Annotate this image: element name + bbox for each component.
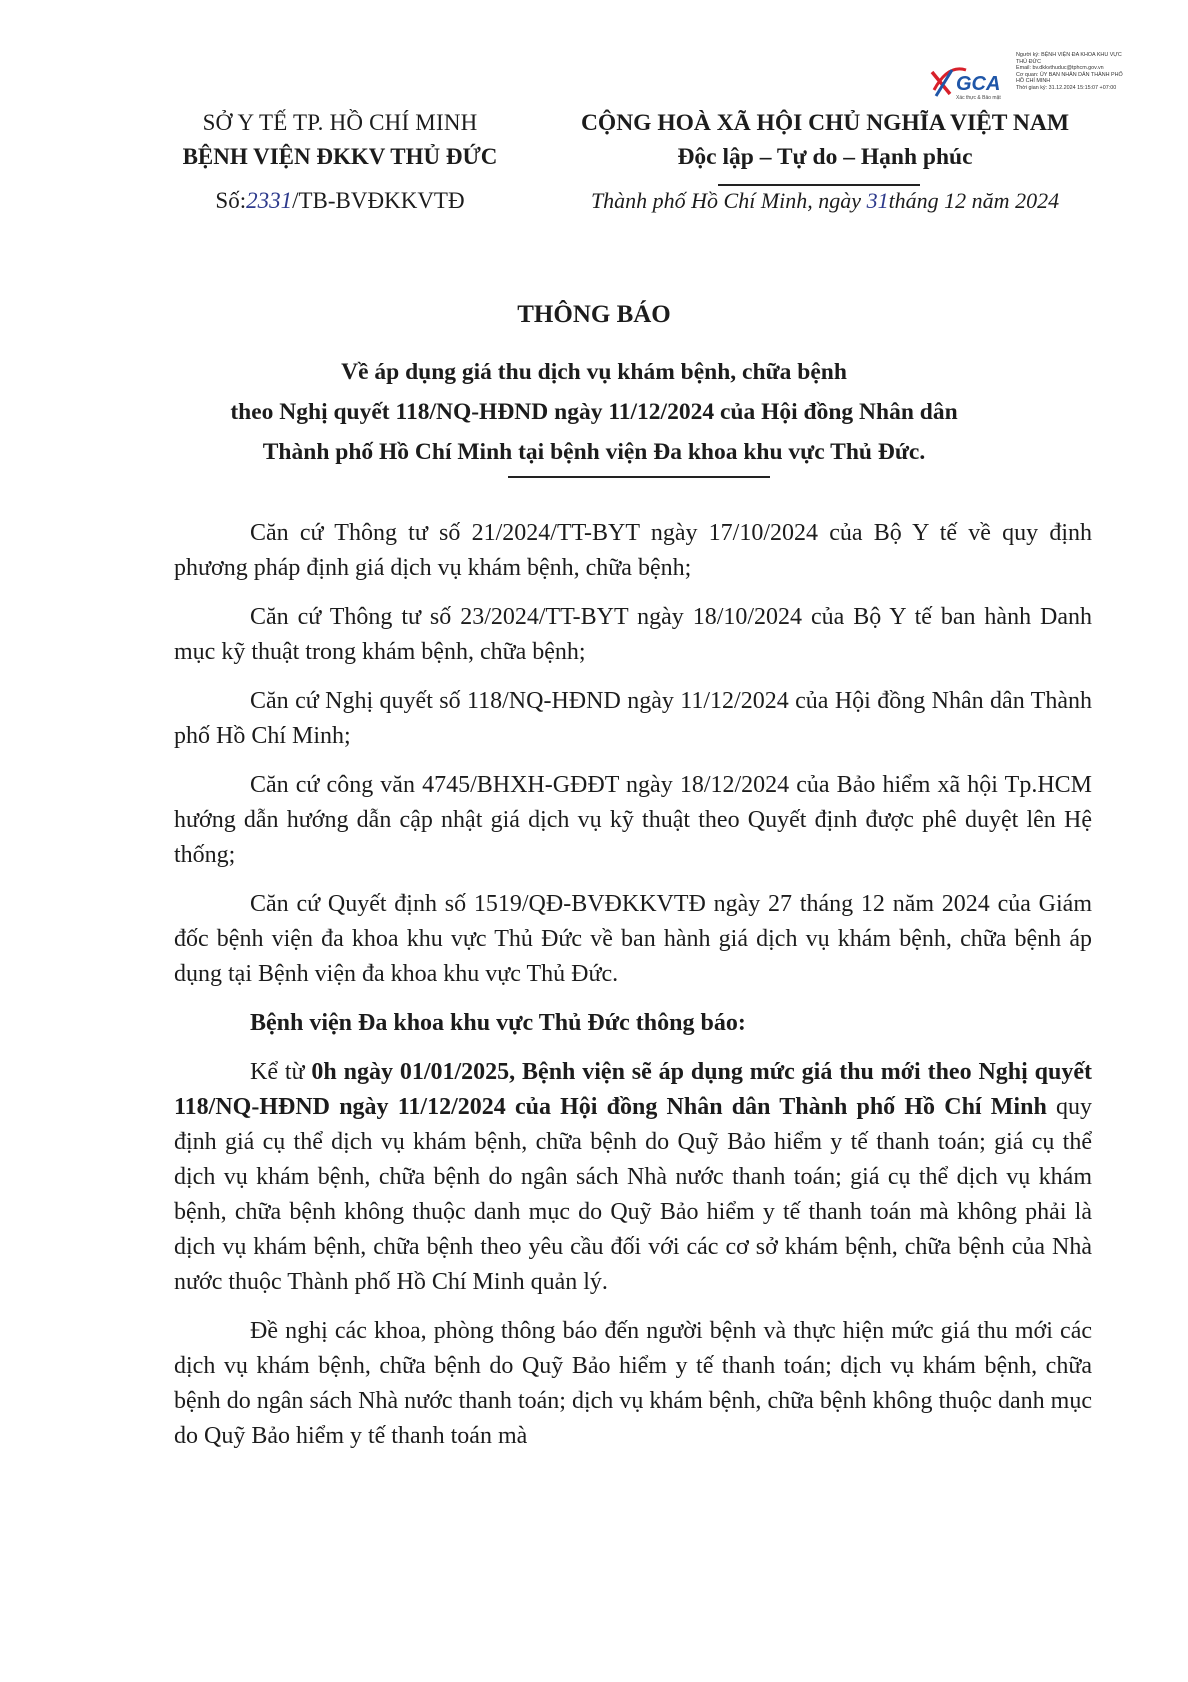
- national-heading: [540, 106, 1110, 218]
- effective-bold: 0h ngày 01/01/2025, Bệnh viện sẽ áp dụng mức giá thu mới theo Nghị quyết 118/NQ-HĐND ngày 11/12/2024 của Hội đồng Nhân dân Thành phố Hồ Chí Minh: [174, 1059, 1093, 1120]
- effective-rest: quy định giá cụ thể dịch vụ khám bệnh, chữa bệnh do Quỹ Bảo hiểm y tế thanh toán; giá cụ thể dịch vụ khám bệnh, chữa bệnh do ngân sách Nhà nước thanh toán; giá cụ thể dịch vụ khám bệnh, chữa bệnh không thuộc danh mục do Quỹ Bảo hiểm y tế thanh toán mà không phải là dịch vụ khám bệnh, chữa bệnh theo yêu cầu đối với các cơ sở khám bệnh, chữa bệnh của Nhà nước thuộc Thành phố Hồ Chí Minh quản lý.: [174, 1094, 1092, 1295]
- motto-underline: [718, 184, 920, 186]
- handwritten-number: 2331: [246, 188, 293, 213]
- date-suffix: tháng 12 năm 2024: [888, 188, 1060, 213]
- notice-heading: THÔNG BÁO: [517, 301, 671, 328]
- legal-basis-paragraph: Căn cứ Thông tư số 23/2024/TT-BYT ngày 18/10/2024 của Bộ Y tế ban hành Danh mục kỹ thuật trong khám bệnh, chữa bệnh;: [174, 604, 1092, 665]
- notice-title-block: [0, 298, 1188, 472]
- number-suffix: /TB-BVĐKKVTĐ: [292, 188, 465, 213]
- country-name: CỘNG HOÀ XÃ HỘI CHỦ NGHĨA VIỆT NAM: [580, 110, 1070, 136]
- document-body: [174, 516, 1092, 1468]
- agency-name: SỞ Y TẾ TP. HỒ CHÍ MINH: [202, 110, 478, 135]
- legal-basis-paragraph: Căn cứ công văn 4745/BHXH-GĐĐT ngày 18/12/2024 của Bảo hiểm xã hội Tp.HCM hướng dẫn hướng dẫn cập nhật giá dịch vụ kỹ thuật theo Quyết định được phê duyệt lên Hệ thống;: [174, 772, 1092, 868]
- signature-line: Thời gian ký: 31.12.2024 15:15:07 +07:00: [1016, 84, 1117, 91]
- effective-date-paragraph: [174, 1055, 1092, 1300]
- notice-heading-paragraph: Bệnh viện Đa khoa khu vực Thủ Đức thông báo:: [250, 1010, 746, 1036]
- legal-basis-paragraph: Căn cứ Quyết định số 1519/QĐ-BVĐKKVTĐ ngày 27 tháng 12 năm 2024 của Giám đốc bệnh viện đa khoa khu vực Thủ Đức về ban hành giá dịch vụ khám bệnh, chữa bệnh áp dụng tại Bệnh viện đa khoa khu vực Thủ Đức.: [174, 891, 1092, 987]
- subtitle-line: Thành phố Hồ Chí Minh tại bệnh viện Đa khoa khu vực Thủ Đức.: [262, 439, 926, 465]
- document-date: [540, 184, 1110, 218]
- legal-basis-paragraph: Căn cứ Thông tư số 21/2024/TT-BYT ngày 17/10/2024 của Bộ Y tế về quy định phương pháp định giá dịch vụ khám bệnh, chữa bệnh;: [174, 520, 1092, 581]
- issuer-block: [140, 106, 540, 218]
- hospital-name: BỆNH VIỆN ĐKKV THỦ ĐỨC: [182, 144, 498, 169]
- signature-details: [1016, 52, 1131, 92]
- subtitle-line: theo Nghị quyết 118/NQ-HĐND ngày 11/12/2024 của Hội đồng Nhân dân: [230, 399, 958, 425]
- date-prefix: Thành phố Hồ Chí Minh, ngày: [590, 188, 867, 213]
- title-underline: [508, 476, 770, 478]
- number-prefix: Số:: [215, 188, 247, 213]
- handwritten-day: 31: [866, 188, 889, 213]
- signature-line: Email: bv.dkkvthuduc@tphcm.gov.vn: [1016, 65, 1104, 72]
- legal-basis-paragraph: Căn cứ Nghị quyết số 118/NQ-HĐND ngày 11/12/2024 của Hội đồng Nhân dân Thành phố Hồ Chí Minh;: [174, 688, 1092, 749]
- logo-tagline: Xác thực & Bảo mật: [956, 95, 1001, 101]
- document-number: [140, 184, 540, 218]
- effective-lead: Kể từ: [250, 1059, 312, 1085]
- signature-line: Người ký: BỆNH VIỆN ĐA KHOA KHU VỰC THỦ ĐỨC: [1016, 52, 1122, 65]
- signature-line: Cơ quan: ỦY BAN NHÂN DÂN THÀNH PHỐ HỒ CHÍ MINH: [1016, 71, 1123, 85]
- logo-text: GCA: [956, 73, 1001, 95]
- request-paragraph: Đề nghị các khoa, phòng thông báo đến người bệnh và thực hiện mức giá thu mới các dịch vụ khám bệnh, chữa bệnh do Quỹ Bảo hiểm y tế thanh toán; dịch vụ khám bệnh, chữa bệnh do ngân sách Nhà nước thanh toán; dịch vụ khám bệnh, chữa bệnh không thuộc danh mục do Quỹ Bảo hiểm y tế thanh toán mà: [174, 1318, 1092, 1449]
- subtitle-line: Về áp dụng giá thu dịch vụ khám bệnh, chữa bệnh: [341, 359, 847, 385]
- national-motto: Độc lập – Tự do – Hạnh phúc: [677, 144, 973, 170]
- gca-logo-icon: [926, 60, 1016, 102]
